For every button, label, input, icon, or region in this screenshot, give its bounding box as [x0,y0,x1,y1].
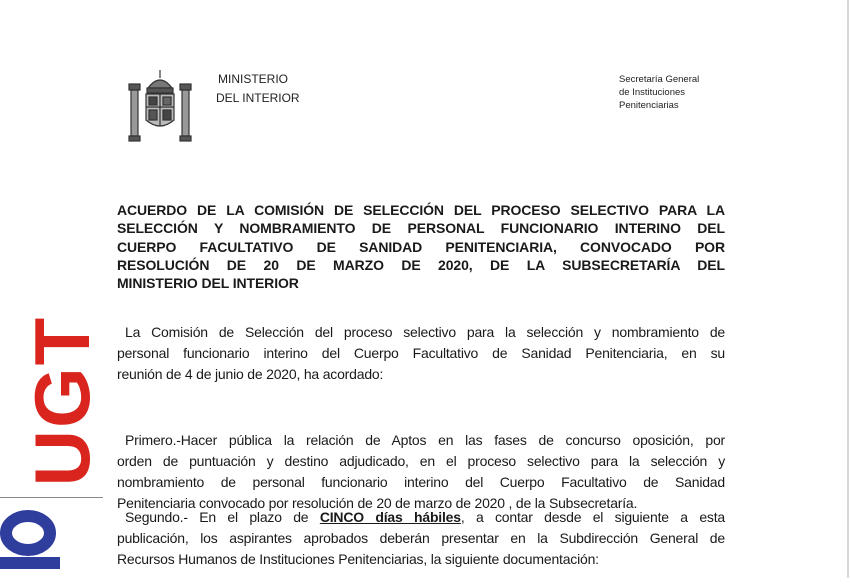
ugt-logo-text: UGT [18,315,106,487]
secretariat-line: de Instituciones [619,87,686,98]
text-line: Primero.-Hacer pública la relación de Aptos en las fases de concurso oposición, por [125,432,725,448]
title-line: MINISTERIO DEL INTERIOR [117,275,299,292]
logo-divider [0,497,103,498]
title-line: CUERPO FACULTATIVO DE SANIDAD PENITENCIARIA, CONVOCADO POR [117,238,725,255]
text-line: orden de puntuación y destino adjudicado, en el proceso selectivo para la selección y [117,453,725,469]
text-span: , a contar desde el siguiente a esta [460,509,725,525]
deadline-emphasis: CINCO días hábiles [319,509,461,525]
union-logo-mark [0,505,60,585]
document-title [117,201,725,292]
paragraph-primero [117,430,725,514]
text-line: Recursos Humanos de Instituciones Penitenciarias, la siguiente documentación: [117,551,599,567]
page-edge [847,0,849,578]
secretariat-line: Penitenciarias [619,100,679,111]
text-line: nombramiento de personal funcionario interino del Cuerpo Facultativo de Sanidad [117,474,725,490]
paragraph-intro [117,322,725,385]
paragraph-segundo [117,507,725,570]
text-line: personal funcionario interino del Cuerpo Facultativo de Sanidad Penitenciaria, en su [117,345,725,361]
ministry-name [218,70,300,108]
ministry-line: MINISTERIO [218,72,289,86]
title-line: SELECCIÓN Y NOMBRAMIENTO DE PERSONAL FUNCIONARIO INTERINO DEL [117,220,725,237]
secretariat-line: Secretaría General [619,74,700,85]
title-line: ACUERDO DE LA COMISIÓN DE SELECCIÓN DEL PROCESO SELECTIVO PARA LA [117,202,725,218]
text-line: La Comisión de Selección del proceso selectivo para la selección y nombramiento de [125,324,725,340]
text-line: reunión de 4 de junio de 2020, ha acordado: [117,366,384,382]
text-span: Segundo.- En el plazo de [125,509,320,525]
text-line: publicación, los aspirantes aprobados deberán presentar en la Subdirección General de [117,530,725,546]
secretariat-name [619,73,699,112]
text-line: Penitenciaria convocado por resolución de 20 de marzo de 2020 , de la Subsecretaría. [117,495,638,511]
text-line [117,507,725,528]
title-line: RESOLUCIÓN DE 20 DE MARZO DE 2020, DE LA SUBSECRETARÍA DEL [117,256,725,273]
coat-of-arms-logo [126,68,194,144]
ministry-line: DEL INTERIOR [216,91,300,105]
